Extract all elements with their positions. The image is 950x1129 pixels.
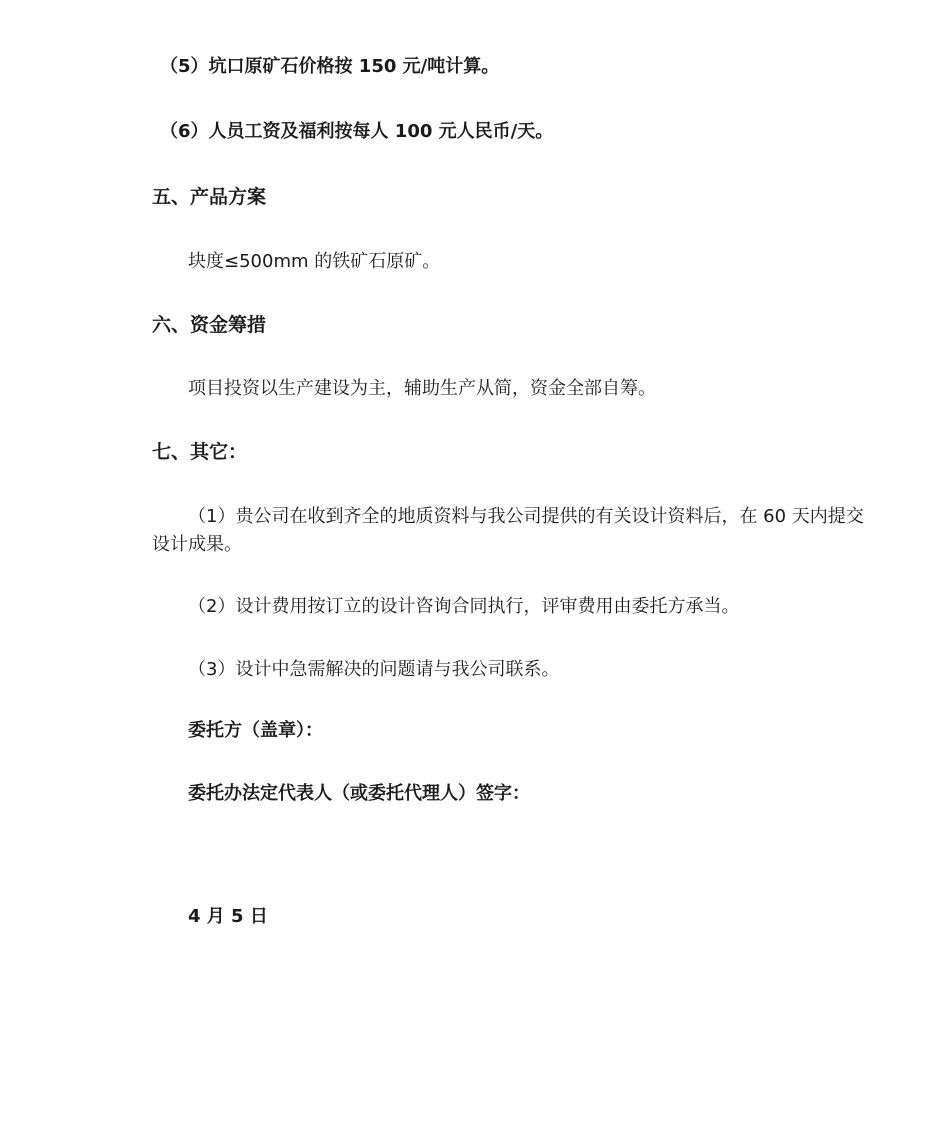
section-7-item-1: （1）贵公司在收到齐全的地质资料与我公司提供的有关设计资料后，在 60 天内提交设计成果。 <box>152 506 864 555</box>
representative-signature-label: 委托办法定代表人（或委托代理人）签字： <box>188 783 530 804</box>
section-7-heading: 七、其它： <box>152 441 248 463</box>
section-5-body: 块度≤500mm 的铁矿石原矿。 <box>188 251 441 272</box>
section-7-item-3: （3）设计中急需解决的问题请与我公司联系。 <box>188 659 560 680</box>
wage-item-6: （6）人员工资及福利按每人 100 元人民币/天。 <box>160 121 554 142</box>
section-5-heading: 五、产品方案 <box>152 186 267 208</box>
section-7-item-2: （2）设计费用按订立的设计咨询合同执行，评审费用由委托方承当。 <box>188 596 740 617</box>
signature-date: 4 月 5 日 <box>188 906 268 927</box>
section-6-body: 项目投资以生产建设为主，辅助生产从简，资金全部自筹。 <box>188 378 656 399</box>
client-seal-label: 委托方（盖章）： <box>188 720 323 741</box>
section-6-heading: 六、资金筹措 <box>152 314 267 336</box>
price-item-5: （5）坑口原矿石价格按 150 元/吨计算。 <box>160 56 500 77</box>
